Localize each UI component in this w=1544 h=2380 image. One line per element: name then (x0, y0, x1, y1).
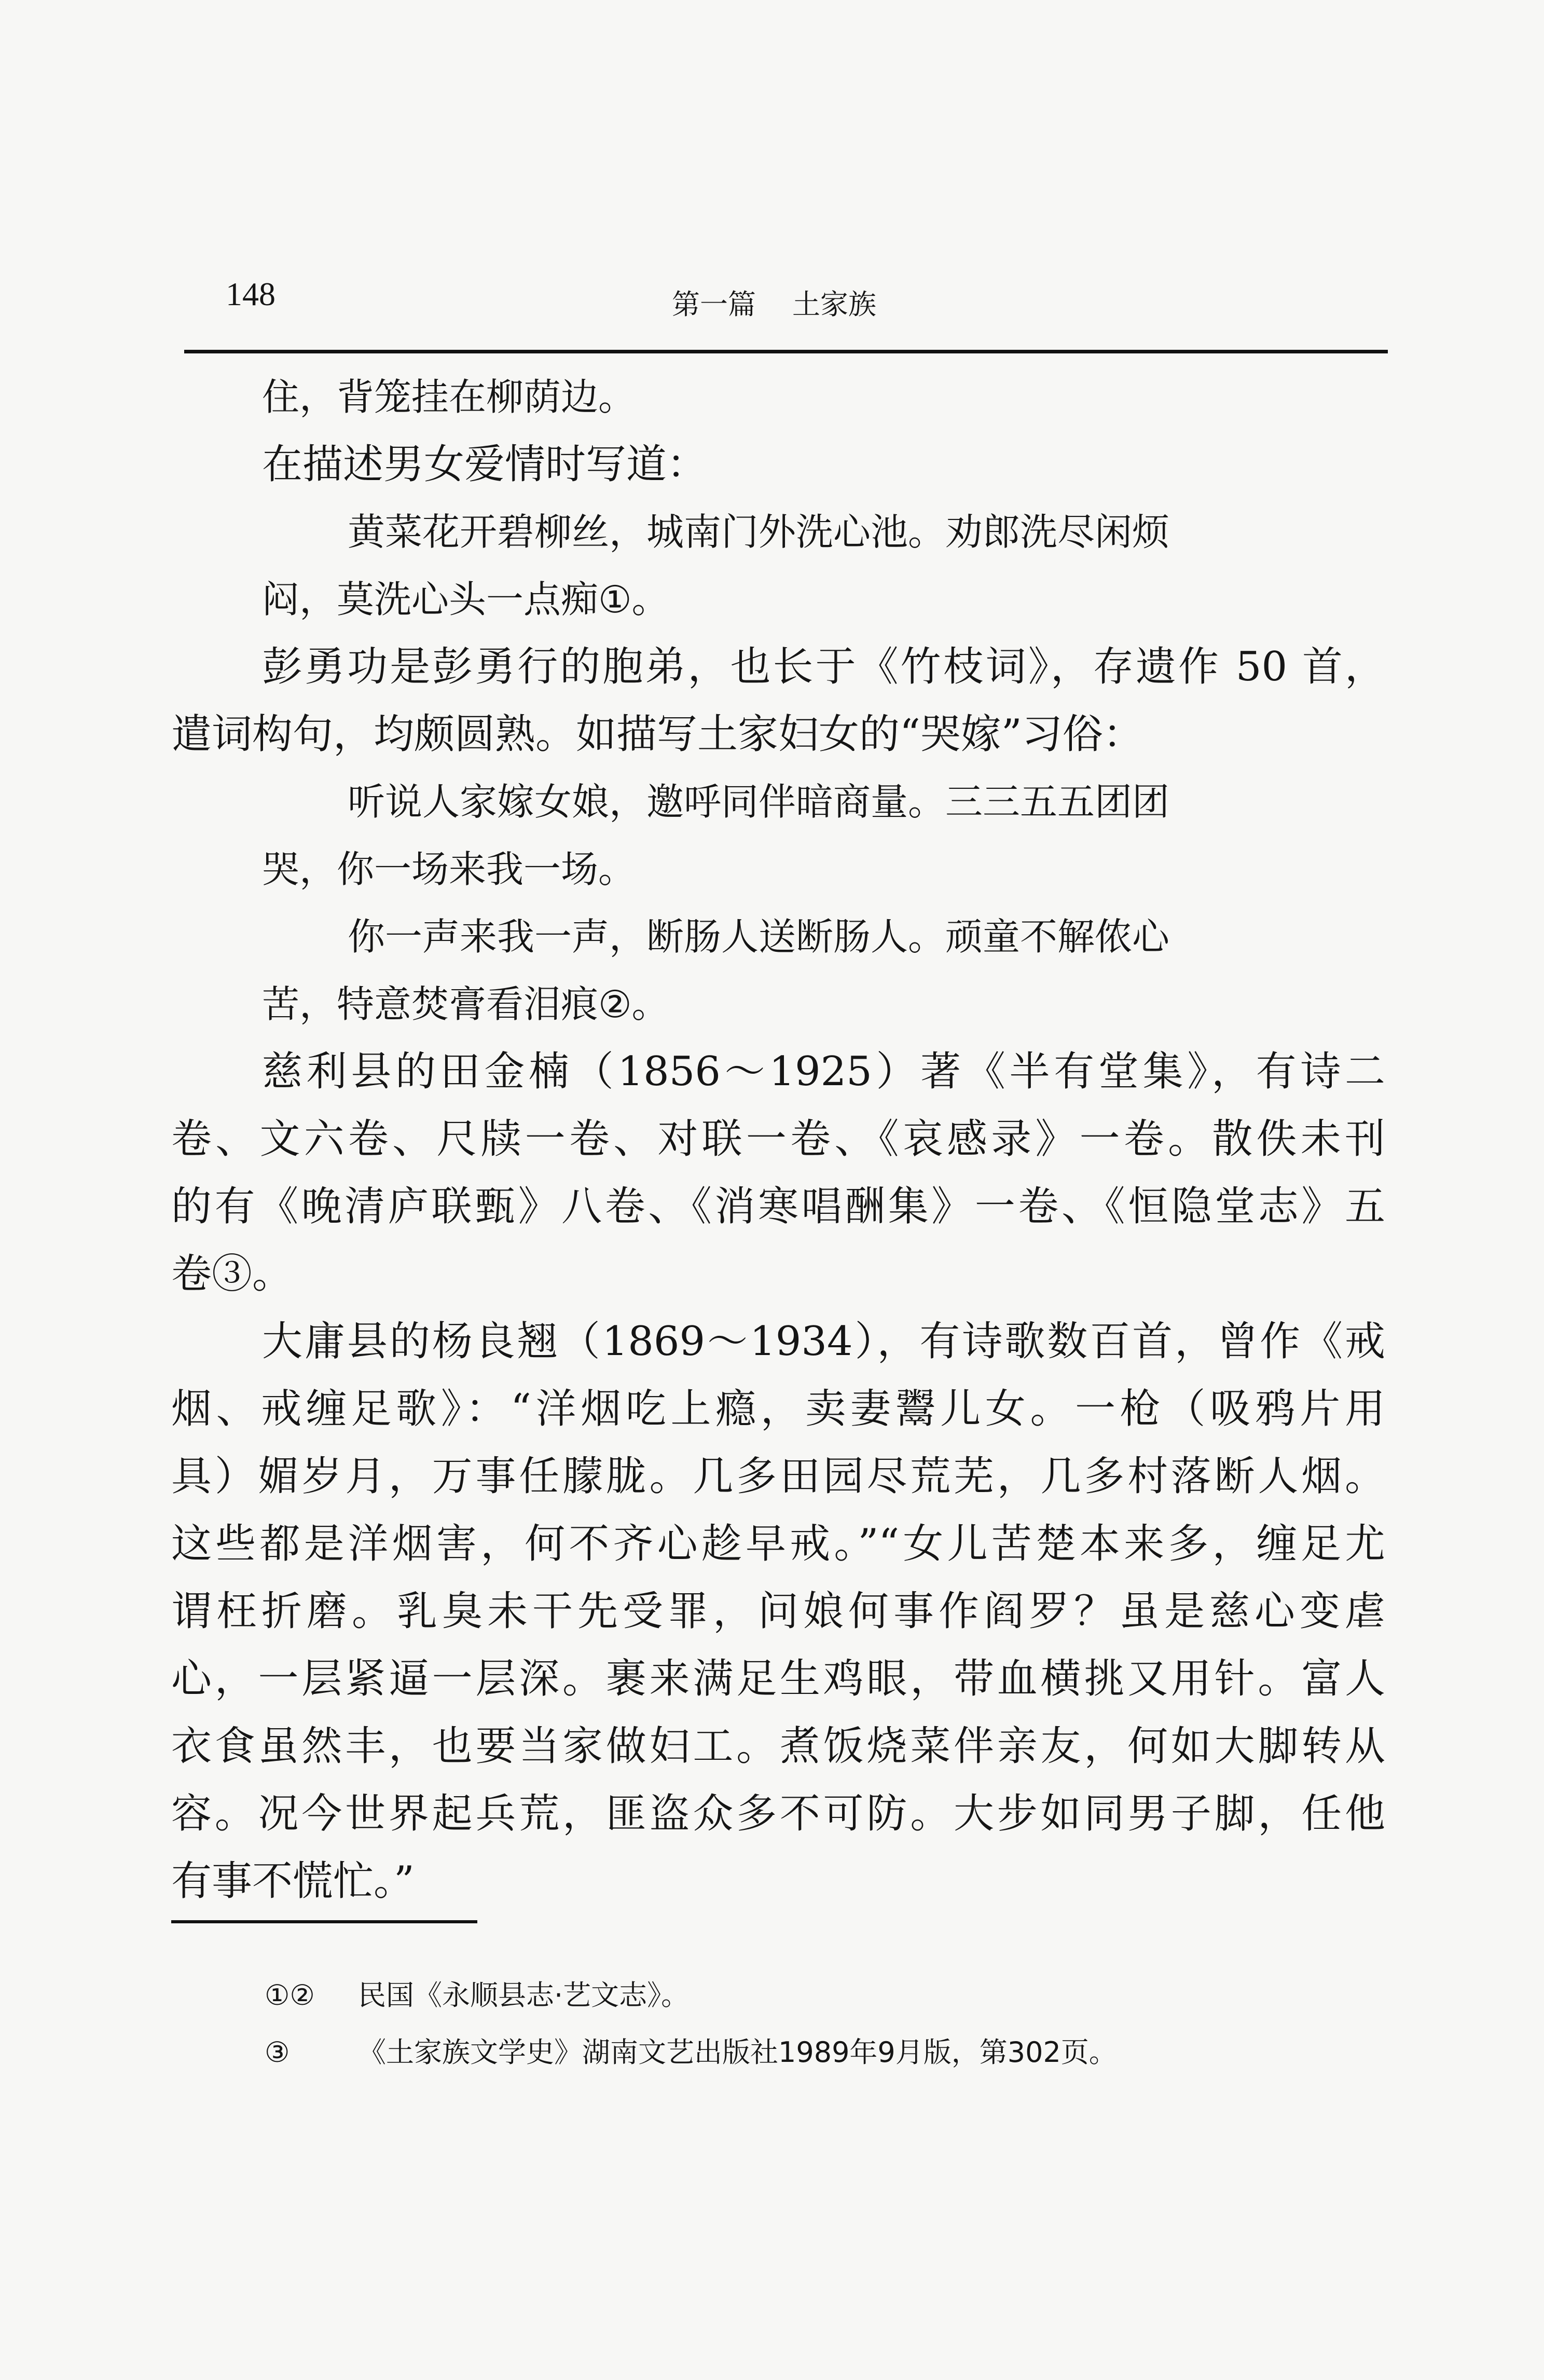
paragraph-line: 谓枉折磨。乳臭未干先受罪，问娘何事作阎罗？虽是慈心变虐 (171, 1588, 1385, 1635)
verse-line: 闷，莫洗心头一点痴①。 (262, 578, 669, 621)
footnote-text: 《土家族文学史》湖南文艺出版社1989年9月版，第302页。 (358, 2036, 1117, 2069)
part-label: 第一篇 (672, 288, 756, 321)
paragraph-line: 这些都是洋烟害，何不齐心趁早戒。”“女儿苦楚本来多，缠足尤 (171, 1521, 1385, 1567)
chapter-label: 土家族 (792, 288, 876, 321)
paragraph-line: 心，一层紧逼一层深。裹来满足生鸡眼，带血横挑又用针。富人 (171, 1656, 1385, 1702)
footnote (265, 2024, 1354, 2081)
page-header (174, 259, 1388, 353)
paragraph-line: 烟、戒缠足歌》：“洋烟吃上瘾，卖妻鬻儿女。一枪（吸鸦片用 (171, 1386, 1385, 1432)
verse-line: 苦，特意焚膏看泪痕②。 (262, 982, 669, 1026)
paragraph-line: 在描述男女爱情时写道： (262, 441, 708, 488)
footnotes (265, 1967, 1354, 2081)
paragraph-line: 容。况今世界起兵荒，匪盗众多不可防。大步如同男子脚，任他 (171, 1790, 1385, 1837)
page-number: 148 (226, 276, 275, 312)
verse-line: 哭，你一场来我一场。 (262, 847, 636, 891)
body-text (171, 363, 1385, 1915)
verse-line: 黄菜花开碧柳丝，城南门外洗心池。劝郎洗尽闲烦 (348, 510, 1170, 554)
footnote (265, 1967, 1354, 2024)
header-rule (184, 350, 1388, 353)
footnote-mark: ③ (265, 2036, 290, 2069)
footnote-rule (171, 1920, 477, 1923)
paragraph-line: 的有《晚清庐联甄》八卷、《消寒唱酬集》一卷、《恒隐堂志》五 (171, 1183, 1385, 1230)
paragraph-line: 有事不慌忙。” (171, 1858, 415, 1905)
running-title (672, 282, 876, 322)
verse-line: 听说人家嫁女娘，邀呼同伴暗商量。三三五五团团 (348, 780, 1170, 824)
paragraph-line: 慈利县的田金楠（1856～1925）著《半有堂集》，有诗二 (262, 1048, 1385, 1095)
verse-line: 住，背笼挂在柳荫边。 (262, 375, 636, 419)
paragraph-line: 遣词构句，均颇圆熟。如描写土家妇女的“哭嫁”习俗： (171, 711, 1143, 758)
paragraph-line: 衣食虽然丰，也要当家做妇工。煮饭烧菜伴亲友，何如大脚转从 (171, 1723, 1385, 1770)
footnote-mark: ①② (265, 1979, 315, 2012)
paragraph-line: 彭勇功是彭勇行的胞弟，也长于《竹枝词》，存遗作 50 首， (262, 644, 1385, 690)
paragraph-line: 卷③。 (171, 1251, 293, 1297)
verse-line: 你一声来我一声，断肠人送断肠人。顽童不解侬心 (348, 915, 1170, 959)
footnote-text: 民国《永顺县志·艺文志》。 (358, 1979, 690, 2012)
paragraph-line: 卷、文六卷、尺牍一卷、对联一卷、《哀感录》一卷。散佚未刊 (171, 1116, 1385, 1162)
paragraph-line: 具）媚岁月，万事任朦胧。几多田园尽荒芜，几多村落断人烟。 (171, 1453, 1385, 1500)
paragraph-line: 大庸县的杨良翘（1869～1934），有诗歌数百首，曾作《戒 (262, 1318, 1385, 1365)
